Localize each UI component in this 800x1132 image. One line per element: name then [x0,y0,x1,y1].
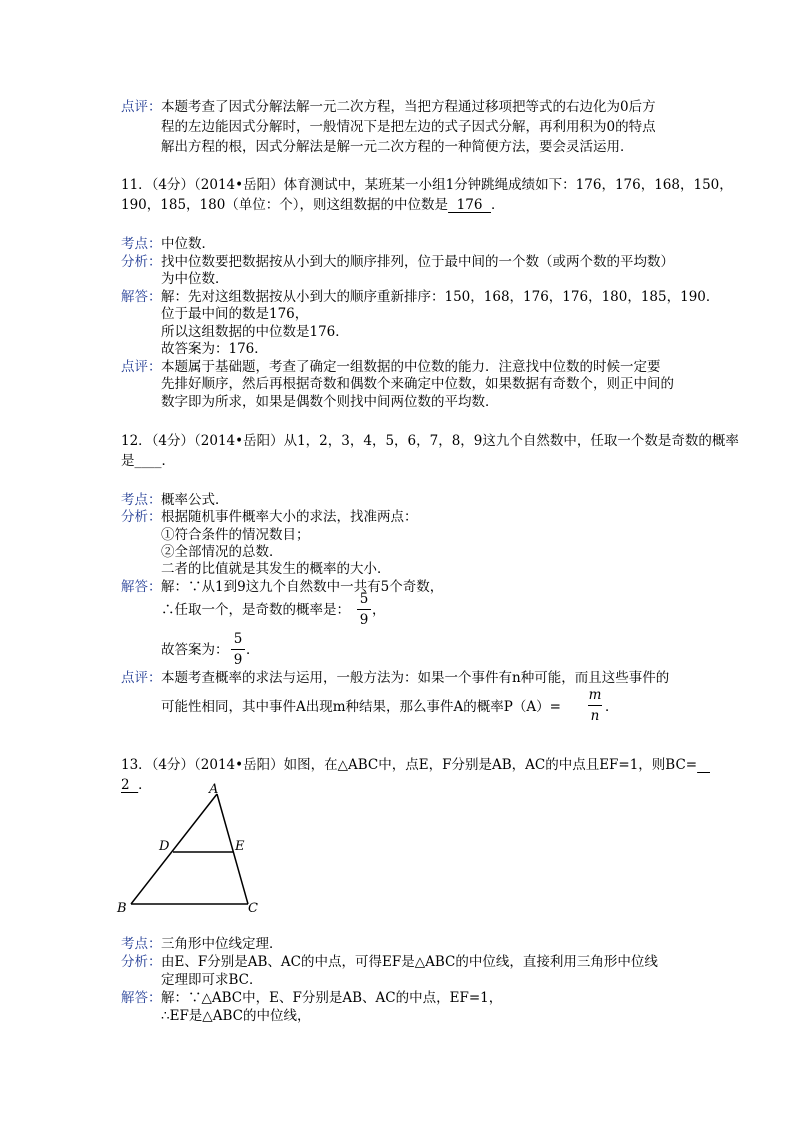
q10-comment-line: 本题考查了因式分解法解一元二次方程，当把方程通过移项把等式的右边化为0后方 [161,99,656,115]
fraction-bar [231,649,245,650]
q12-comment-period: ． [605,699,619,715]
q11-analysis-line: 为中位数． [161,271,229,287]
q11-answer-line: 故答案为：176． [161,341,268,357]
q11-comment-line: 本题属于基础题，考查了确定一组数据的中位数的能力．注意找中位数的时候一定要 [161,359,661,375]
q12-comment-line: 可能性相同，其中事件A出现m种结果，那么事件A的概率P（A）= [161,699,561,715]
q12-answer-comma: ， [372,602,386,618]
vertex-label-a: A [209,782,219,797]
vertex-label-e: E [235,839,245,854]
q11-analysis-label: 分析： [121,254,162,270]
q11-stem-text: 190，185，180（单位：个），则这组数据的中位数是 [121,197,449,213]
q12-kaodian-label: 考点： [121,492,162,508]
q12-analysis-line: ②全部情况的总数． [161,544,283,560]
q12-analysis-label: 分析： [121,509,162,525]
fraction-bar [588,705,602,706]
q12-comment-line: 本题考查概率的求法与运用，一般方法为：如果一个事件有n种可能，而且这些事件的 [161,670,670,686]
q13-answer-label: 解答： [121,990,162,1006]
q12-stem-end: ． [161,453,175,469]
q12-answer-fraction [357,590,371,629]
q13-answer-blank [697,757,710,773]
q11-answer-line: 位于最中间的数是176， [161,306,309,322]
q12-final-fraction [231,630,245,669]
q13-analysis-label: 分析： [121,954,162,970]
q11-answer-line: 所以这组数据的中位数是176． [161,324,349,340]
q11-stem-line2 [121,195,505,215]
fraction-denominator: 9 [359,612,369,628]
q11-analysis-line: 找中位数要把数据按从小到大的顺序排列，位于最中间的一个数（或两个数的平均数） [161,254,674,270]
q12-stem-text: 是 [121,453,135,469]
q10-comment-line: 程的左边能因式分解时，一般情况下是把左边的式子因式分解，再利用积为0的特点 [161,119,656,135]
q13-kaodian: 三角形中位线定理． [161,936,283,952]
q13-answer-line: 解：∵△ABC中，E、F分别是AB、AC的中点，EF=1， [161,990,503,1006]
q12-kaodian: 概率公式． [161,492,229,508]
q13-stem-text: 13．（4分）（2014•岳阳）如图，在△ABC中，点E，F分别是AB，AC的中点且EF=1，则BC= [121,757,698,773]
q12-comment-fraction [588,686,602,725]
q12-analysis-line: 二者的比值就是其发生的概率的大小． [161,561,391,577]
q12-answer-blank: ____ [134,453,162,469]
q13-stem-end: ． [138,777,152,793]
fraction-bar [357,609,371,610]
q12-analysis-line: ①符合条件的情况数目； [161,527,310,543]
q11-kaodian-label: 考点： [121,236,162,252]
fraction-numerator: 5 [233,631,243,647]
fraction-denominator: n [590,708,600,724]
q12-answer-period: ． [246,642,260,658]
fraction-denominator: 9 [233,652,243,668]
vertex-label-b: B [117,901,127,916]
q10-comment-label: 点评： [121,99,162,115]
q12-comment-label: 点评： [121,670,162,686]
side-ab [131,794,217,904]
q11-comment-line: 先排好顺序，然后再根据奇数和偶数个来确定中位数，如果数据有奇数个，则正中间的 [161,376,674,392]
q11-stem: 11．（4分）（2014•岳阳）体育测试中，某班某一小组1分钟跳绳成绩如下：176，176，168，150， [121,177,733,193]
q11-kaodian: 中位数． [161,236,215,252]
q12-stem-line2 [121,451,175,471]
q11-answer-blank: 176 [448,197,491,213]
q10-comment-line: 解出方程的根，因式分解法是解一元二次方程的一种简便方法，要会灵活运用． [161,139,634,155]
q13-analysis-line: 由E、F分别是AB、AC的中点，可得EF是△ABC的中位线，直接利用三角形中位线 [161,954,658,970]
triangle-figure [115,782,275,922]
q11-comment-label: 点评： [121,359,162,375]
q12-analysis-line: 根据随机事件概率大小的求法，找准两点： [161,509,418,525]
q13-answer-blank: 2 [121,777,139,793]
vertex-label-d: D [159,839,170,854]
q12-answer-line: ∴任取一个，是奇数的概率是： [161,602,350,618]
fraction-numerator: 5 [359,591,369,607]
vertex-label-c: C [248,901,258,916]
q12-stem: 12．（4分）（2014•岳阳）从1，2，3，4，5，6，7，8，9这九个自然数中，任取一个数是奇数的概率 [121,433,739,449]
q13-stem [121,755,710,775]
q13-analysis-line: 定理即可求BC． [161,972,263,988]
q12-answer-line: 解：∵从1到9这九个自然数中一共有5个奇数， [161,579,444,595]
q11-answer-label: 解答： [121,289,162,305]
q13-kaodian-label: 考点： [121,936,162,952]
q11-answer-line: 解：先对这组数据按从小到大的顺序重新排序：150，168，176，176，180，185，190． [161,289,720,305]
q11-comment-line: 数字即为所求，如果是偶数个则找中间两位数的平均数． [161,394,499,410]
q13-answer-line: ∴EF是△ABC的中位线， [161,1008,311,1024]
fraction-numerator: m [588,687,602,703]
q12-answer-label: 解答： [121,579,162,595]
q11-stem-end: ． [491,197,505,213]
q12-answer-line: 故答案为： [161,642,229,658]
